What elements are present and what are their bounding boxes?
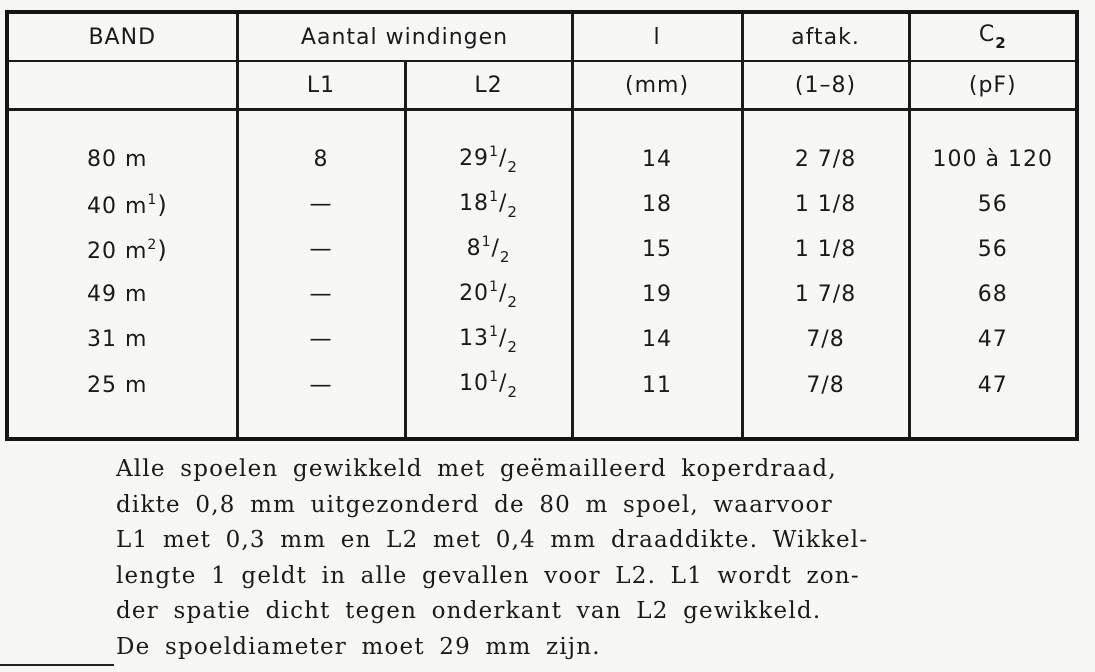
capacitor-symbol: C [978, 22, 996, 47]
footnote-divider [0, 664, 114, 666]
note-line: Alle spoelen gewikkeld met geëmailleerd koperdraad, [116, 456, 837, 482]
header-band-blank [7, 61, 237, 110]
header-band: BAND [7, 12, 237, 61]
tap-cell: 1 7/8 [742, 272, 909, 317]
table-row [7, 227, 1077, 272]
header-capacitor-unit: (pF) [909, 61, 1077, 110]
header-length-unit: (mm) [572, 61, 742, 110]
note-line: der spatie dicht tegen onderkant van L2 gewikkeld. [116, 598, 822, 624]
capacitor-cell: 100 à 120 [909, 137, 1077, 182]
length-cell: 14 [572, 317, 742, 362]
l2-cell: $20^1/_2$ [405, 272, 572, 317]
band-cell: 49 m [7, 272, 237, 317]
capacitor-cell: 56 [909, 227, 1077, 272]
capacitor-cell: 47 [909, 317, 1077, 362]
note-line: dikte 0,8 mm uitgezonderd de 80 m spoel, waarvoor [116, 491, 833, 518]
note-line: De spoeldiameter moet 29 mm zijn. [116, 633, 601, 660]
band-cell: 20 $m^2$) [7, 227, 237, 272]
table-row [7, 317, 1077, 362]
l1-cell: — [237, 362, 405, 408]
l1-cell: — [237, 272, 405, 317]
tap-cell: 7/8 [742, 362, 909, 408]
l2-cell: $13^1/_2$ [405, 317, 572, 362]
l1-cell: — [237, 317, 405, 362]
l1-cell: 8 [237, 137, 405, 182]
length-cell: 14 [572, 137, 742, 182]
header-l2: L2 [405, 61, 572, 110]
band-cell: 40 $m^1$) [7, 182, 237, 227]
header-tap: aftak. [742, 12, 909, 61]
tap-cell: 1 1/8 [742, 227, 909, 272]
table-row [7, 182, 1077, 227]
header-l1: L1 [237, 61, 405, 110]
note-line: lengte 1 geldt in alle gevallen voor L2. L1 wordt zon- [116, 562, 860, 589]
l1-cell: — [237, 227, 405, 272]
tap-cell: 1 1/8 [742, 182, 909, 227]
capacitor-subscript: 2 [995, 34, 1007, 52]
tap-cell: 7/8 [742, 317, 909, 362]
capacitor-cell: 68 [909, 272, 1077, 317]
header-capacitor [909, 12, 1077, 61]
table-row [7, 362, 1077, 408]
header-tap-range: (1–8) [742, 61, 909, 110]
l2-cell: $10^1/_2$ [405, 362, 572, 408]
footnote-mark: 1 [147, 191, 158, 208]
band-cell: 80 m [7, 137, 237, 182]
header-windings: Aantal windingen [237, 12, 572, 61]
l2-cell: $18^1/_2$ [405, 182, 572, 227]
length-cell: 11 [572, 362, 742, 408]
length-cell: 15 [572, 227, 742, 272]
band-cell: 31 m [7, 317, 237, 362]
tap-cell: 2 7/8 [742, 137, 909, 182]
capacitor-cell: 56 [909, 182, 1077, 227]
coil-winding-table [5, 10, 1079, 441]
header-length: l [572, 12, 742, 61]
winding-note [116, 452, 956, 665]
table-row [7, 272, 1077, 317]
band-cell: 25 m [7, 362, 237, 408]
table-row [7, 137, 1077, 182]
l2-cell: $29^1/_2$ [405, 137, 572, 182]
length-cell: 18 [572, 182, 742, 227]
capacitor-cell: 47 [909, 362, 1077, 408]
length-cell: 19 [572, 272, 742, 317]
l1-cell: — [237, 182, 405, 227]
note-line: L1 met 0,3 mm en L2 met 0,4 mm draaddikte. Wikkel- [116, 527, 869, 553]
footnote-mark: 2 [147, 236, 158, 253]
l2-cell: $8^1/_2$ [405, 227, 572, 272]
